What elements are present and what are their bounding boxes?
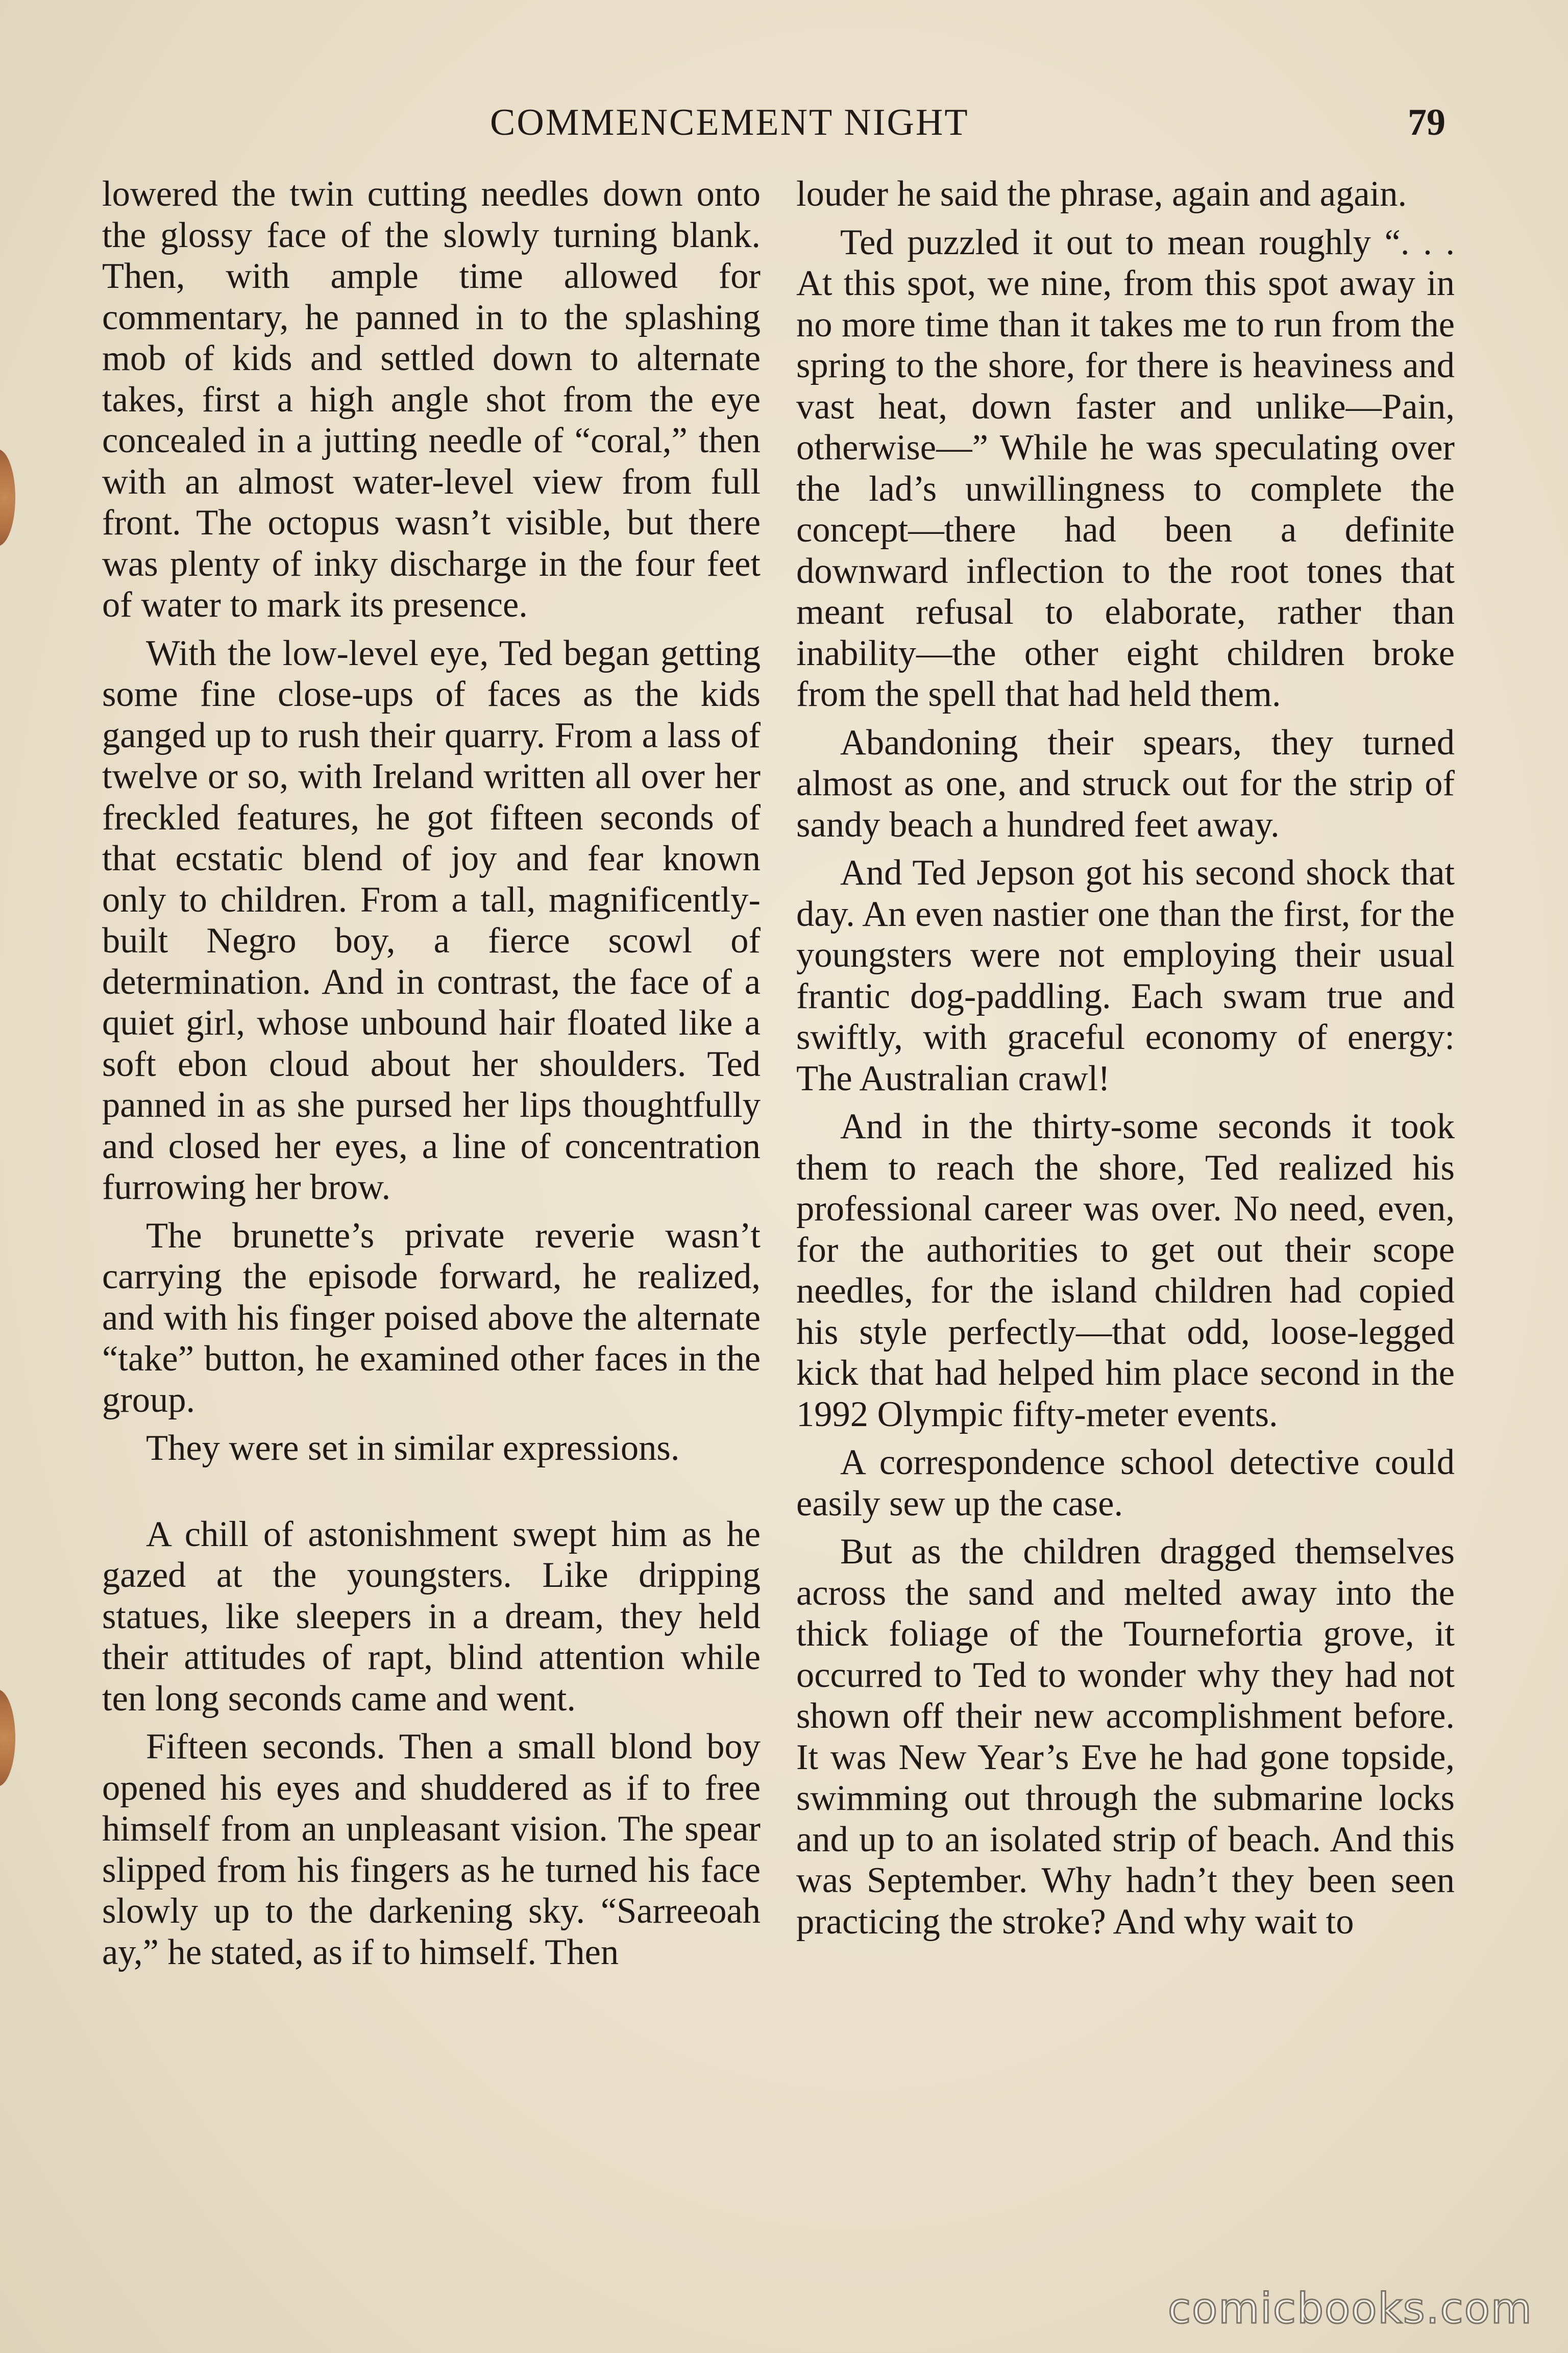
paragraph: lowered the twin cutting needles down onto the glossy face of the slowly turning blank. Then, with ample time allowed for commentary, he panned in to the splashing mob of kids and settled down to alternate takes, first a high angle shot from the eye concealed in a jutting needle of “coral,” then with an almost water-level view from full front. The octopus wasn’t visible, but there was plenty of inky discharge in the four feet of water to mark its presence. bbox=[102, 174, 761, 625]
paragraph: Ted puzzled it out to mean roughly “. . . At this spot, we nine, from this spot away in no more time than it takes me to run from the spring to the shore, for there is heaviness and vast heat, down faster and unlike—Pain, otherwise—” While he was speculating over the lad’s unwillingness to complete the concept—there had been a definite downward inflection to the root tones that meant refusal to elaborate, rather than inability—the other eight children broke from the spell that had held them. bbox=[796, 222, 1455, 714]
paragraph: A correspondence school detective could easily sew up the case. bbox=[796, 1442, 1455, 1524]
paragraph: And in the thirty-some seconds it took them to reach the shore, Ted realized his professional career was over. No need, even, for the authorities to get out their scope needles, for the island children had copied his style perfectly—that odd, loose-legged kick that had helped him place second in the 1992 Olympic fifty-meter events. bbox=[796, 1107, 1455, 1434]
page-number: 79 bbox=[1408, 102, 1446, 143]
paragraph: And Ted Jepson got his second shock that day. An even nastier one than the first, for the youngsters were not employing their usual frantic dog-paddling. Each swam true and swiftly, with graceful economy of energy: The Australian crawl! bbox=[796, 853, 1455, 1098]
binding-hole bbox=[0, 1689, 15, 1786]
paragraph: The brunette’s private reverie wasn’t carrying the episode forward, he realized, and with his finger poised above the alternate “take” button, he examined other faces in the group. bbox=[102, 1215, 761, 1420]
paragraph: With the low-level eye, Ted began getting some fine close-ups of faces as the kids ganged up to rush their quarry. From a lass of twelve or so, with Ireland written all over her freckled features, he got fifteen seconds of that ecstatic blend of joy and fear known only to children. From a tall, magnificently-built Negro boy, a fierce scowl of determination. And in contrast, the face of a quiet girl, whose unbound hair floated like a soft ebon cloud about her shoulders. Ted panned in as she pursed her lips thoughtfully and closed her eyes, a line of concentration furrowing her brow. bbox=[102, 633, 761, 1207]
binding-hole bbox=[0, 449, 15, 546]
left-column bbox=[102, 174, 761, 1973]
running-title: COMMENCEMENT NIGHT bbox=[490, 102, 969, 143]
paragraph: Abandoning their spears, they turned almost as one, and struck out for the strip of sandy beach a hundred feet away. bbox=[796, 722, 1455, 845]
paragraph: Fifteen seconds. Then a small blond boy opened his eyes and shuddered as if to free himself from an unpleasant vision. The spear slipped from his fingers as he turned his face slowly up to the darkening sky. “Sarreeoah ay,” he stated, as if to himself. Then bbox=[102, 1727, 761, 1972]
right-column bbox=[796, 174, 1455, 1942]
paragraph: But as the children dragged themselves across the sand and melted away into the thick foliage of the Tournefortia grove, it occurred to Ted to wonder why they had not shown off their new accomplishment before. It was New Year’s Eve he had gone topside, swimming out through the submarine locks and up to an isolated strip of beach. And this was September. Why hadn’t they been seen practicing the stroke? And why wait to bbox=[796, 1532, 1455, 1942]
paragraph: They were set in similar expressions. bbox=[146, 1428, 680, 1468]
watermark: comicbooks.com bbox=[1168, 2285, 1533, 2333]
paragraph: louder he said the phrase, again and again. bbox=[796, 174, 1407, 214]
running-header bbox=[0, 101, 1568, 157]
paragraph: A chill of astonishment swept him as he gazed at the youngsters. Like dripping statues, like sleepers in a dream, they held their attitudes of rapt, blind attention while ten long seconds came and went. bbox=[102, 1514, 761, 1719]
